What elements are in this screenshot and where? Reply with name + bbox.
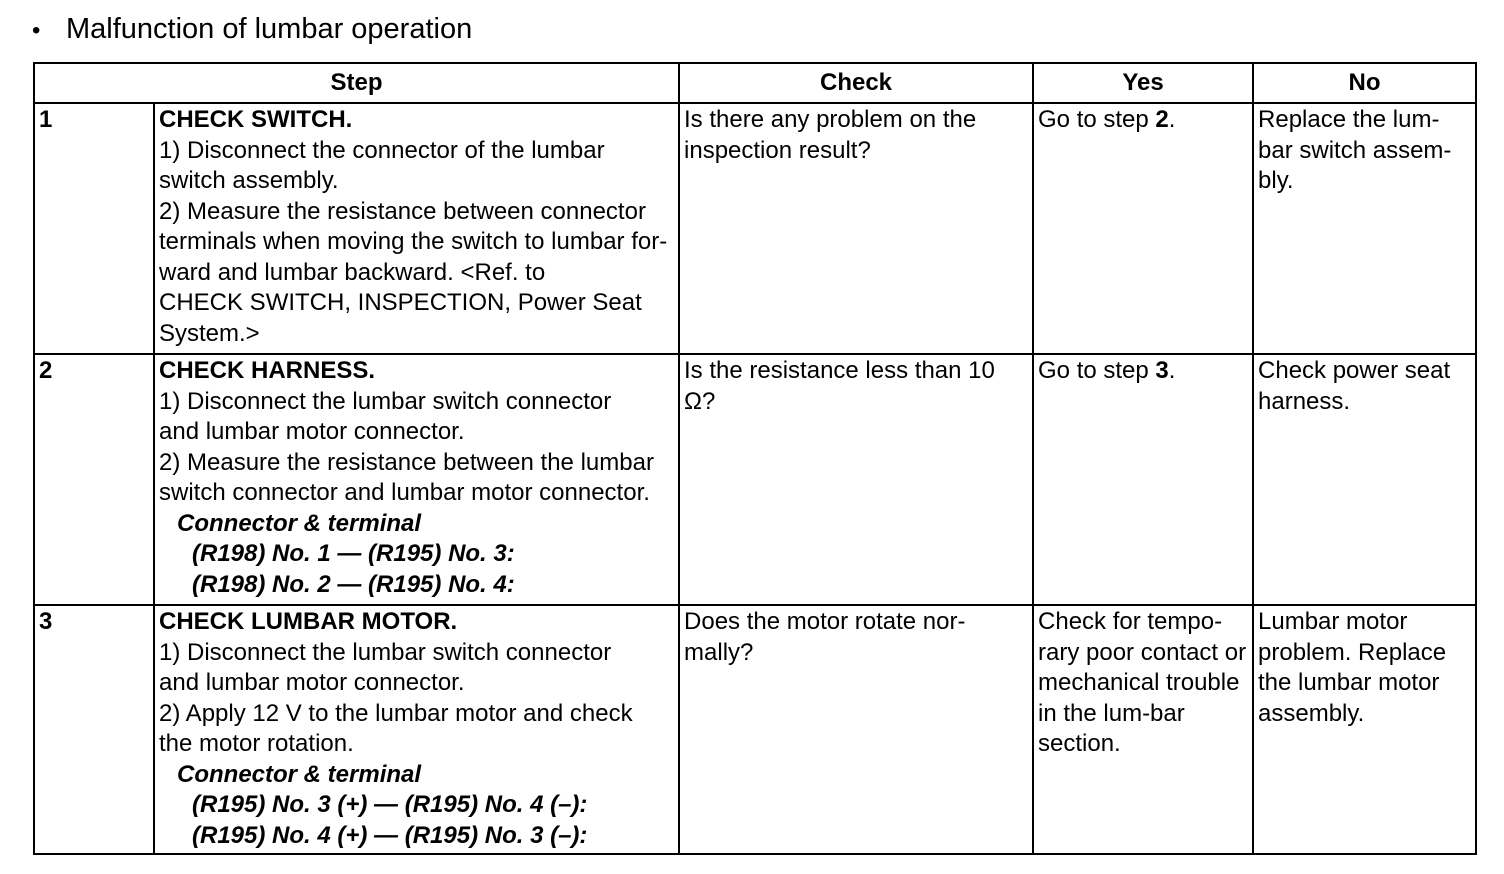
step-line: and lumbar motor connector. (159, 669, 465, 696)
step-description (154, 354, 679, 605)
connector-terminal-title: Connector & terminal (177, 760, 422, 788)
table-row (34, 103, 1476, 354)
yes-cell (1033, 605, 1253, 854)
step-line: terminals when moving the switch to lumbar for- (159, 228, 668, 255)
step-title: CHECK HARNESS. (159, 357, 376, 384)
connector-terminal-item: (R195) No. 3 (+) — (R195) No. 4 (–): (192, 791, 588, 818)
step-line: the motor rotation. (159, 730, 354, 757)
step-line: System.> (159, 319, 260, 347)
check-cell: Is the resistance less than 10 Ω? (679, 354, 1033, 605)
step-line: CHECK SWITCH, INSPECTION, Power Seat (159, 289, 642, 316)
step-title: CHECK SWITCH. (159, 106, 353, 133)
step-line: 2) Apply 12 V to the lumbar motor and check (159, 699, 633, 727)
bullet-icon: • (32, 17, 41, 44)
step-line: 2) Measure the resistance between connector (159, 197, 646, 225)
step-line: 1) Disconnect the connector of the lumbar (159, 136, 605, 164)
no-cell: Lumbar motor problem. Replace the lumbar motor assembly. (1253, 605, 1476, 854)
header-step: Step (34, 63, 679, 103)
yes-cell (1033, 103, 1253, 354)
diagnosis-table (33, 62, 1477, 855)
yes-text: Go to step (1038, 106, 1156, 133)
step-line: switch assembly. (159, 167, 339, 194)
table-header-row (34, 63, 1476, 103)
yes-text: Go to step (1038, 357, 1156, 384)
connector-terminal-item: (R195) No. 4 (+) — (R195) No. 3 (–): (192, 821, 588, 849)
yes-step-number: 3 (1155, 357, 1169, 384)
connector-terminal-item: (R198) No. 2 — (R195) No. 4: (192, 570, 515, 598)
step-title: CHECK LUMBAR MOTOR. (159, 608, 458, 635)
check-cell: Is there any problem on the inspection result? (679, 103, 1033, 354)
step-line: 1) Disconnect the lumbar switch connector (159, 638, 612, 666)
step-line: 1) Disconnect the lumbar switch connector (159, 387, 612, 415)
step-line: switch connector and lumbar motor connector. (159, 479, 650, 506)
no-cell: Replace the lum-bar switch assem-bly. (1253, 103, 1476, 354)
table-row (34, 605, 1476, 854)
step-line: ward and lumbar backward. <Ref. to (159, 258, 546, 286)
step-number: 1 (34, 103, 154, 354)
connector-terminal-item: (R198) No. 1 — (R195) No. 3: (192, 540, 515, 567)
yes-step-number: 2 (1155, 106, 1169, 133)
header-yes: Yes (1033, 63, 1253, 103)
no-cell: Check power seat harness. (1253, 354, 1476, 605)
check-cell: Does the motor rotate nor-mally? (679, 605, 1033, 854)
page-heading (32, 10, 472, 50)
step-line: 2) Measure the resistance between the lumbar (159, 448, 654, 476)
yes-suffix: . (1168, 106, 1176, 133)
step-line: and lumbar motor connector. (159, 418, 465, 445)
connector-terminal-title: Connector & terminal (177, 509, 422, 537)
yes-cell (1033, 354, 1253, 605)
step-number: 2 (34, 354, 154, 605)
yes-suffix: . (1168, 357, 1176, 384)
heading-text: Malfunction of lumbar operation (66, 13, 473, 45)
table-row (34, 354, 1476, 605)
step-number: 3 (34, 605, 154, 854)
step-description (154, 103, 679, 354)
header-no: No (1253, 63, 1476, 103)
step-description (154, 605, 679, 854)
yes-text: Check for tempo-rary poor contact or mechanical trouble in the lum-bar section. (1038, 608, 1247, 757)
header-check: Check (679, 63, 1033, 103)
